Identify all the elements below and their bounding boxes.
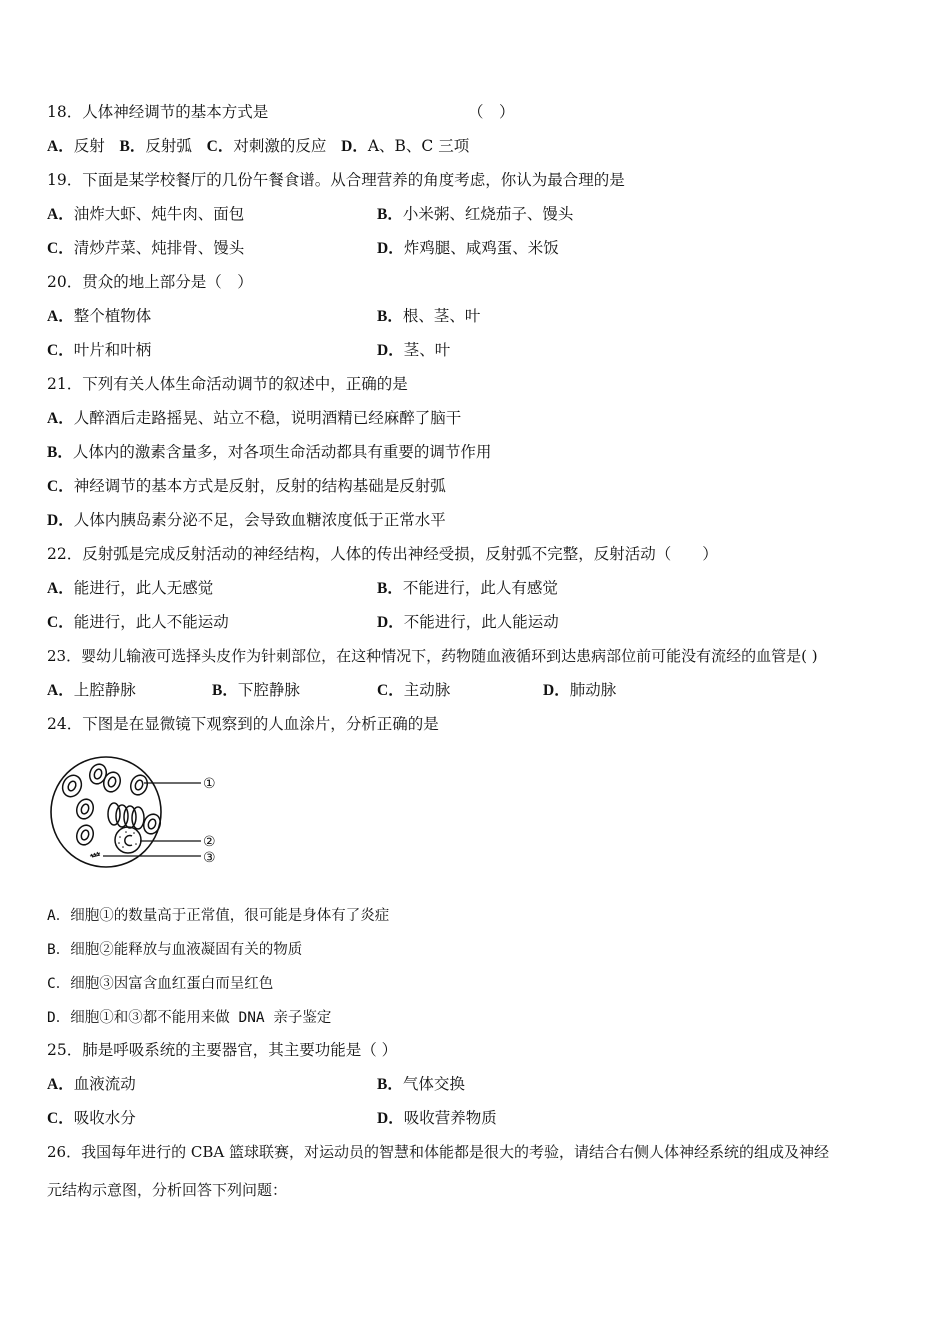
option-letter: D． (341, 138, 368, 155)
label-2: ② (203, 834, 216, 850)
question-23-option-c (377, 680, 450, 701)
question-22-option-c (47, 612, 229, 633)
question-25-option-a (47, 1074, 136, 1095)
question-23-option-d (543, 680, 616, 701)
option-letter: D． (543, 682, 570, 699)
question-25-option-c (47, 1108, 136, 1129)
option-text: 整个植物体 (73, 307, 152, 325)
option-text: A、B、C 三项 (367, 137, 470, 155)
blood-smear-diagram-icon (48, 752, 223, 872)
option-letter: B． (377, 206, 403, 223)
option-text: 不能进行，此人有感觉 (402, 579, 558, 597)
option-text: 炸鸡腿、咸鸡蛋、米饭 (403, 239, 559, 257)
question-18-stem (47, 102, 268, 122)
question-21-option-a (47, 408, 461, 429)
option-letter: C． (47, 342, 74, 359)
option-text: 人醉酒后走路摇晃、站立不稳，说明酒精已经麻醉了脑干 (73, 409, 462, 427)
option-letter: C． (377, 682, 404, 699)
option-letter: A． (47, 580, 74, 597)
option-text: 细胞②能释放与血液凝固有关的物质 (70, 942, 303, 958)
option-text: 小米粥、红烧茄子、馒头 (402, 205, 574, 223)
option-letter: C． (47, 240, 74, 257)
option-letter: D． (47, 512, 74, 529)
option-letter: C． (206, 138, 234, 155)
question-26-stem-cont: 元结构示意图，分析回答下列问题： (47, 1181, 288, 1199)
question-number: 23． (47, 647, 82, 665)
question-text: 贯众的地上部分是（ ） (82, 273, 253, 291)
option-text: 神经调节的基本方式是反射，反射的结构基础是反射弧 (73, 477, 446, 495)
option-text: 上腔静脉 (73, 681, 136, 699)
question-21-option-d (47, 510, 446, 531)
option-letter: D． (377, 614, 404, 631)
option-letter: B． (377, 308, 403, 325)
question-20-option-a (47, 306, 151, 327)
option-letter: D． (47, 1010, 71, 1026)
option-text: 肺动脉 (569, 681, 617, 699)
question-24-option-a (47, 906, 389, 926)
question-22-option-a (47, 578, 213, 599)
question-24-option-b (47, 940, 302, 960)
question-19-stem (47, 170, 625, 190)
option-letter: B． (47, 444, 73, 461)
option-text: 下腔静脉 (237, 681, 300, 699)
option-letter: A． (47, 1076, 74, 1093)
option-text: 细胞③因富含血红蛋白而呈红色 (70, 976, 274, 992)
option-letter: C． (47, 976, 71, 992)
option-text: 对刺激的反应 (233, 137, 327, 155)
option-text: 主动脉 (403, 681, 451, 699)
question-number: 20． (47, 273, 83, 291)
option-letter: B． (377, 1076, 403, 1093)
option-text: 清炒芹菜、炖排骨、馒头 (73, 239, 245, 257)
option-letter: B． (377, 580, 403, 597)
option-letter: C． (47, 614, 74, 631)
option-text: 叶片和叶柄 (73, 341, 152, 359)
option-text: 反射 (73, 137, 105, 155)
option-text: 根、茎、叶 (402, 307, 481, 325)
question-19-option-d (377, 238, 559, 259)
question-19-option-b (377, 204, 573, 225)
question-number: 26． (47, 1143, 82, 1161)
question-number: 18． (47, 103, 83, 121)
question-23-stem (47, 646, 818, 666)
option-text: 细胞①和③都不能用来做 DNA 亲子鉴定 (70, 1010, 332, 1026)
question-22-stem (47, 544, 718, 564)
question-number: 19． (47, 171, 83, 189)
option-text: 油炸大虾、炖牛肉、面包 (73, 205, 245, 223)
option-letter: A． (47, 138, 74, 155)
option-text: 不能进行，此人能运动 (403, 613, 559, 631)
option-letter: A． (47, 682, 74, 699)
question-number: 22． (47, 545, 83, 563)
question-text: 下列有关人体生命活动调节的叙述中，正确的是 (82, 375, 408, 393)
question-24-option-c (47, 974, 273, 994)
question-20-option-c (47, 340, 151, 361)
option-text: 能进行，此人不能运动 (73, 613, 229, 631)
question-text: 下面是某学校餐厅的几份午餐食谱。从合理营养的角度考虑，你认为最合理的是 (82, 171, 625, 189)
option-letter: B． (119, 138, 146, 155)
question-text: 下图是在显微镜下观察到的人血涂片，分析正确的是 (82, 715, 439, 733)
option-letter: A． (47, 308, 74, 325)
question-text: 肺是呼吸系统的主要器官，其主要功能是（ ） (82, 1041, 398, 1059)
option-letter: C． (47, 1110, 74, 1127)
option-letter: B． (47, 942, 71, 958)
question-21-stem (47, 374, 408, 394)
label-3: ③ (203, 850, 216, 866)
blood-smear-figure (48, 752, 223, 872)
question-21-option-c (47, 476, 446, 497)
question-number: 25． (47, 1041, 83, 1059)
question-19-option-a (47, 204, 244, 225)
question-number: 21． (47, 375, 83, 393)
option-letter: B． (212, 682, 238, 699)
option-letter: A． (47, 908, 71, 924)
option-text: 能进行，此人无感觉 (73, 579, 214, 597)
option-letter: D． (377, 240, 404, 257)
option-text: 茎、叶 (403, 341, 451, 359)
option-letter: C． (47, 478, 74, 495)
question-25-option-b (377, 1074, 465, 1095)
question-number: 24． (47, 715, 83, 733)
option-text: 血液流动 (73, 1075, 136, 1093)
option-letter: A． (47, 206, 74, 223)
question-22-option-b (377, 578, 558, 599)
option-text: 气体交换 (402, 1075, 465, 1093)
option-text: 反射弧 (145, 137, 192, 155)
option-text: 人体内胰岛素分泌不足，会导致血糖浓度低于正常水平 (73, 511, 446, 529)
question-text: 婴幼儿输液可选择头皮作为针刺部位，在这种情况下，药物随血液循环到达患病部位前可能没有流经的血管是( ) (81, 647, 818, 665)
label-1: ① (203, 776, 216, 792)
question-23-option-a (47, 680, 136, 701)
question-20-option-b (377, 306, 480, 327)
question-24-stem (47, 714, 439, 734)
question-20-option-d (377, 340, 450, 361)
question-25-option-d (377, 1108, 497, 1129)
question-text: 反射弧是完成反射活动的神经结构，人体的传出神经受损，反射弧不完整，反射活动（ ） (82, 545, 718, 563)
question-26-stem (47, 1142, 829, 1162)
question-text: 我国每年进行的 CBA 篮球联赛，对运动员的智慧和体能都是很大的考验，请结合右侧人体神经系统的组成及神经 (81, 1143, 829, 1161)
question-24-option-d (47, 1008, 331, 1028)
option-text: 吸收水分 (73, 1109, 136, 1127)
question-19-option-c (47, 238, 244, 259)
option-text: 人体内的激素含量多，对各项生命活动都具有重要的调节作用 (72, 443, 492, 461)
answer-paren: （ ） (468, 103, 515, 121)
option-text: 吸收营养物质 (403, 1109, 497, 1127)
question-25-stem (47, 1040, 397, 1060)
option-letter: D． (377, 1110, 404, 1127)
question-text: 人体神经调节的基本方式是 (82, 103, 269, 121)
option-letter: A． (47, 410, 74, 427)
option-letter: D． (377, 342, 404, 359)
question-20-stem (47, 272, 253, 292)
question-21-option-b (47, 442, 491, 463)
question-18-options (47, 136, 469, 157)
question-22-option-d (377, 612, 559, 633)
option-text: 细胞①的数量高于正常值，很可能是身体有了炎症 (70, 908, 390, 924)
question-23-option-b (212, 680, 300, 701)
